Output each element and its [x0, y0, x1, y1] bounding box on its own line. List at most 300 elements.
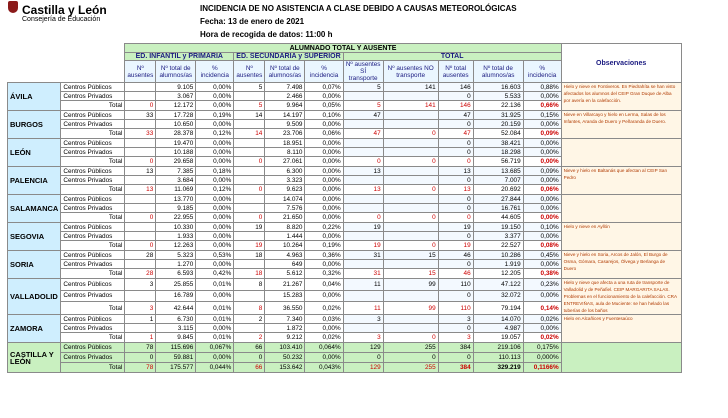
cell-no: 141 [383, 101, 438, 111]
cell-t-aus: 0 [438, 195, 473, 204]
cell-t-aus: 0 [438, 290, 473, 302]
cell-si: 19 [343, 241, 383, 251]
cell-i-aus: 1 [125, 333, 156, 343]
row-type-label: Centros Públicos [61, 111, 125, 120]
cell-s-tot: 7.340 [265, 315, 305, 324]
cell-t-tot: 12.205 [473, 269, 523, 279]
province-name: ZAMORA [8, 315, 61, 343]
cell-t-tot: 4.987 [473, 324, 523, 333]
cell-i-pct: 0,067% [196, 343, 234, 353]
cell-t-pct: 0,00% [523, 260, 561, 269]
row-type-label: Total [61, 213, 125, 223]
table-row [8, 343, 682, 353]
cell-i-tot: 7.385 [156, 167, 196, 176]
cell-i-pct: 0,00% [196, 223, 234, 232]
cell-s-aus: 0 [234, 213, 265, 223]
cell-s-aus: 18 [234, 269, 265, 279]
cell-t-pct: 0,00% [523, 290, 561, 302]
row-type-label: Centros Privados [61, 176, 125, 185]
cell-s-aus: 14 [234, 111, 265, 120]
col-secundaria-pct: % incidencia [305, 61, 343, 83]
row-type-label: Centros Públicos [61, 343, 125, 353]
cell-s-pct: 0,00% [305, 157, 343, 167]
table-row [8, 251, 682, 260]
cell-i-tot: 115.696 [156, 343, 196, 353]
cell-i-aus: 0 [125, 101, 156, 111]
cell-t-aus: 3 [438, 333, 473, 343]
cell-si [343, 176, 383, 185]
cell-si: 3 [343, 315, 383, 324]
row-type-label: Centros Públicos [61, 139, 125, 148]
cell-i-tot: 1.933 [156, 232, 196, 241]
row-type-label: Total [61, 363, 125, 373]
cell-no: 0 [383, 129, 438, 139]
cell-i-tot: 19.470 [156, 139, 196, 148]
cell-t-pct: 0,00% [523, 213, 561, 223]
cell-si [343, 260, 383, 269]
cell-s-aus: 8 [234, 302, 265, 315]
cell-i-tot: 17.728 [156, 111, 196, 120]
cell-t-aus: 13 [438, 185, 473, 195]
cell-t-pct: 0,66% [523, 101, 561, 111]
cell-i-pct: 0,00% [196, 213, 234, 223]
cell-t-pct: 0,00% [523, 324, 561, 333]
document-hour: Hora de recogida de datos: 11:00 h [200, 30, 333, 39]
incidence-table [7, 43, 682, 373]
cell-si [343, 204, 383, 213]
cell-si: 129 [343, 363, 383, 373]
cell-t-pct: 0,10% [523, 223, 561, 232]
cell-t-pct: 0,02% [523, 333, 561, 343]
cell-i-pct: 0,00% [196, 195, 234, 204]
cell-s-pct: 0,00% [305, 260, 343, 269]
cell-i-tot: 29.658 [156, 157, 196, 167]
cell-no [383, 111, 438, 120]
cell-si [343, 92, 383, 101]
cell-s-aus: 5 [234, 101, 265, 111]
row-type-label: Centros Privados [61, 204, 125, 213]
cell-i-tot: 10.650 [156, 120, 196, 129]
cell-si: 0 [343, 157, 383, 167]
cell-no [383, 204, 438, 213]
row-type-label: Centros Públicos [61, 223, 125, 232]
cell-s-pct: 0,00% [305, 92, 343, 101]
cell-i-pct: 0,42% [196, 269, 234, 279]
cell-i-pct: 0,00% [196, 204, 234, 213]
cell-t-tot: 110.113 [473, 353, 523, 363]
cell-no: 15 [383, 251, 438, 260]
cell-s-aus: 0 [234, 185, 265, 195]
report-header [0, 0, 728, 42]
row-type-label: Total [61, 241, 125, 251]
cell-i-aus: 33 [125, 111, 156, 120]
cell-s-aus [234, 290, 265, 302]
cell-t-pct: 0,00% [523, 148, 561, 157]
row-type-label: Centros Públicos [61, 315, 125, 324]
cell-i-aus: 0 [125, 241, 156, 251]
cell-s-aus: 0 [234, 157, 265, 167]
cell-t-tot: 22.136 [473, 101, 523, 111]
cell-no [383, 260, 438, 269]
cell-s-aus: 2 [234, 333, 265, 343]
row-type-label: Centros Públicos [61, 83, 125, 92]
cell-si [343, 139, 383, 148]
cell-t-tot: 20.692 [473, 185, 523, 195]
cell-t-tot: 14.070 [473, 315, 523, 324]
cell-si: 11 [343, 302, 383, 315]
cell-t-tot: 19.150 [473, 223, 523, 232]
cell-t-aus: 0 [438, 148, 473, 157]
cell-t-tot: 20.159 [473, 120, 523, 129]
cell-t-pct: 0,000% [523, 353, 561, 363]
cell-t-aus: 110 [438, 279, 473, 291]
cell-no [383, 195, 438, 204]
cell-no: 0 [383, 241, 438, 251]
cell-s-tot: 153.642 [265, 363, 305, 373]
cell-s-tot: 1.444 [265, 232, 305, 241]
cell-i-pct: 0,01% [196, 315, 234, 324]
junta-logo [8, 0, 118, 22]
cell-s-aus [234, 167, 265, 176]
cell-no: 141 [383, 83, 438, 92]
cell-i-pct: 0,044% [196, 363, 234, 373]
cell-si: 5 [343, 83, 383, 92]
cell-i-pct: 0,01% [196, 302, 234, 315]
cell-i-pct: 0,00% [196, 232, 234, 241]
brand-department: Consejería de Educación [22, 16, 101, 23]
cell-s-pct: 0,07% [305, 83, 343, 92]
cell-s-aus: 18 [234, 251, 265, 260]
document-date: Fecha: 13 de enero de 2021 [200, 17, 305, 26]
cell-t-aus: 0 [438, 139, 473, 148]
cell-t-pct: 0,00% [523, 139, 561, 148]
cell-i-pct: 0,00% [196, 176, 234, 185]
cell-i-aus: 13 [125, 167, 156, 176]
cell-no [383, 223, 438, 232]
cell-s-pct: 0,00% [305, 195, 343, 204]
cell-t-aus: 47 [438, 111, 473, 120]
top-header: ALUMNADO TOTAL Y AUSENTE [125, 44, 561, 53]
col-infantil-ausentes: Nº ausentes [125, 61, 156, 83]
cell-t-aus: 0 [438, 157, 473, 167]
cell-si [343, 232, 383, 241]
cell-t-aus: 110 [438, 302, 473, 315]
table-row [8, 315, 682, 324]
col-no-transporte: Nº ausentes NO transporte [383, 61, 438, 83]
cell-i-tot: 6.593 [156, 269, 196, 279]
cell-t-pct: 0,00% [523, 176, 561, 185]
cell-t-pct: 0,88% [523, 83, 561, 92]
cell-i-tot: 10.330 [156, 223, 196, 232]
cell-si: 5 [343, 101, 383, 111]
cell-s-aus [234, 204, 265, 213]
cell-no: 0 [383, 353, 438, 363]
cell-s-tot: 9.964 [265, 101, 305, 111]
cell-s-pct: 0,00% [305, 324, 343, 333]
cell-t-tot: 47.122 [473, 279, 523, 291]
cell-s-tot: 18.951 [265, 139, 305, 148]
cell-s-tot: 14.197 [265, 111, 305, 120]
cell-i-tot: 59.881 [156, 353, 196, 363]
cell-no [383, 167, 438, 176]
cell-s-aus [234, 120, 265, 129]
cell-i-aus: 3 [125, 302, 156, 315]
cell-i-tot: 25.855 [156, 279, 196, 291]
cell-s-tot: 3.323 [265, 176, 305, 185]
cell-t-aus: 0 [438, 120, 473, 129]
cell-i-aus: 28 [125, 251, 156, 260]
cell-i-pct: 0,00% [196, 139, 234, 148]
observation-note [561, 139, 681, 167]
cell-s-pct: 0,19% [305, 241, 343, 251]
cell-s-tot: 9.212 [265, 333, 305, 343]
cell-i-pct: 0,00% [196, 92, 234, 101]
cell-s-aus: 14 [234, 129, 265, 139]
cell-si [343, 290, 383, 302]
row-type-label: Centros Públicos [61, 279, 125, 291]
cell-t-aus: 384 [438, 343, 473, 353]
table-row [8, 223, 682, 232]
row-type-label: Centros Privados [61, 92, 125, 101]
cell-s-tot: 21.267 [265, 279, 305, 291]
cell-t-aus: 0 [438, 353, 473, 363]
cell-no [383, 139, 438, 148]
row-type-label: Centros Privados [61, 260, 125, 269]
cell-s-pct: 0,064% [305, 343, 343, 353]
cell-i-aus [125, 195, 156, 204]
cell-t-pct: 0,175% [523, 343, 561, 353]
cell-t-tot: 56.719 [473, 157, 523, 167]
observation-note: Nieve y hielo en Soria, Arcos de Jalón, El Burgo de Osma, Gómara, Casarejos, Ólvega y Berlanga de Duero [561, 251, 681, 279]
total-group-header: TOTAL [343, 53, 561, 61]
observation-note: Nieve en Villarcayo y hielo en Lerma, Salas de los Infantes, Aranda de Duero y Peñaranda de Duero. [561, 111, 681, 139]
col-si-transporte: Nº ausentes SÍ transporte [343, 61, 383, 83]
secundaria-group-header: ED. SECUNDARIA y SUPERIOR [234, 53, 343, 61]
table-row [8, 111, 682, 120]
row-type-label: Centros Públicos [61, 167, 125, 176]
cell-s-pct: 0,06% [305, 129, 343, 139]
col-infantil-pct: % incidencia [196, 61, 234, 83]
cell-s-aus [234, 148, 265, 157]
cell-no: 0 [383, 185, 438, 195]
row-type-label: Centros Privados [61, 290, 125, 302]
cell-s-pct: 0,04% [305, 279, 343, 291]
cell-i-tot: 12.172 [156, 101, 196, 111]
province-name: VALLADOLID [8, 279, 61, 315]
province-name: SORIA [8, 251, 61, 279]
cell-t-aus: 0 [438, 92, 473, 101]
cell-i-tot: 6.730 [156, 315, 196, 324]
col-total-ausentes: Nº total ausentes [438, 61, 473, 83]
cell-i-tot: 9.185 [156, 204, 196, 213]
cell-s-pct: 0,22% [305, 223, 343, 232]
cell-i-aus [125, 120, 156, 129]
cell-i-aus: 33 [125, 129, 156, 139]
cell-si: 3 [343, 333, 383, 343]
cell-s-aus [234, 139, 265, 148]
cell-si: 31 [343, 251, 383, 260]
cell-i-pct: 0,00% [196, 101, 234, 111]
cell-s-tot: 6.300 [265, 167, 305, 176]
cell-i-pct: 0,18% [196, 167, 234, 176]
cell-s-aus [234, 324, 265, 333]
cell-si [343, 120, 383, 129]
cell-t-aus: 0 [438, 204, 473, 213]
cell-s-aus [234, 260, 265, 269]
cell-s-pct: 0,03% [305, 315, 343, 324]
cell-no [383, 148, 438, 157]
cell-t-aus: 46 [438, 251, 473, 260]
cell-i-tot: 175.577 [156, 363, 196, 373]
cell-s-aus: 0 [234, 353, 265, 363]
cell-si: 31 [343, 269, 383, 279]
cell-s-aus [234, 232, 265, 241]
cell-s-tot: 10.264 [265, 241, 305, 251]
province-name: SALAMANCA [8, 195, 61, 223]
infantil-group-header: ED. INFANTIL y PRIMARIA [125, 53, 234, 61]
cell-t-aus: 0 [438, 260, 473, 269]
cell-s-tot: 14.074 [265, 195, 305, 204]
cell-s-aus: 66 [234, 363, 265, 373]
cell-i-pct: 0,12% [196, 185, 234, 195]
cell-s-aus: 19 [234, 223, 265, 232]
cell-i-tot: 28.378 [156, 129, 196, 139]
cell-s-pct: 0,00% [305, 353, 343, 363]
col-total-alumnos: Nº total de alumnos/as [473, 61, 523, 83]
cell-i-tot: 22.955 [156, 213, 196, 223]
cell-t-aus: 47 [438, 129, 473, 139]
observation-note: Nieve y hielo en Baltanás que afectan al CEIP San Pedro [561, 167, 681, 195]
observation-note [561, 343, 681, 373]
observation-note: Hielo en Alcañices y Fuentesaúco [561, 315, 681, 343]
cell-t-tot: 329.219 [473, 363, 523, 373]
province-name: LEÓN [8, 139, 61, 167]
cell-t-pct: 0,08% [523, 241, 561, 251]
cell-s-pct: 0,00% [305, 167, 343, 176]
cell-s-aus: 66 [234, 343, 265, 353]
row-type-label: Centros Privados [61, 353, 125, 363]
cell-s-aus: 19 [234, 241, 265, 251]
cell-s-pct: 0,00% [305, 213, 343, 223]
cell-i-tot: 12.263 [156, 241, 196, 251]
cell-t-pct: 0,15% [523, 111, 561, 120]
cell-t-aus: 19 [438, 223, 473, 232]
table-row [8, 139, 682, 148]
cell-s-tot: 27.061 [265, 157, 305, 167]
province-name: PALENCIA [8, 167, 61, 195]
row-type-label: Total [61, 101, 125, 111]
cell-i-tot: 11.069 [156, 185, 196, 195]
cell-no [383, 315, 438, 324]
cell-t-tot: 1.919 [473, 260, 523, 269]
cell-i-aus [125, 223, 156, 232]
cell-t-tot: 13.685 [473, 167, 523, 176]
cell-i-aus [125, 260, 156, 269]
cell-s-pct: 0,02% [305, 333, 343, 343]
cell-t-aus: 0 [438, 176, 473, 185]
cell-i-aus [125, 83, 156, 92]
cell-i-aus [125, 139, 156, 148]
cell-no: 0 [383, 213, 438, 223]
cell-si [343, 324, 383, 333]
row-type-label: Centros Públicos [61, 195, 125, 204]
cell-i-pct: 0,00% [196, 148, 234, 157]
observation-note: Hielo y nieve que afecta a una ruta de transporte de Valladolid y de Peñafiel. CEIP MARGARITA SALAS. Problemas en el funcionamiento de la calefacción. CRA ENTREVIÑAS, aula de Muciente: se han helado las tuberías de los baños [561, 279, 681, 315]
cell-i-tot: 42.644 [156, 302, 196, 315]
cell-i-aus: 0 [125, 353, 156, 363]
cell-i-aus [125, 290, 156, 302]
cell-t-pct: 0,09% [523, 167, 561, 176]
cell-i-aus [125, 204, 156, 213]
cell-s-pct: 0,00% [305, 290, 343, 302]
cell-i-aus: 13 [125, 185, 156, 195]
cell-i-tot: 13.770 [156, 195, 196, 204]
cell-i-pct: 0,00% [196, 241, 234, 251]
observation-note: Hielo y nieve en Ayllón [561, 223, 681, 251]
cell-no: 0 [383, 157, 438, 167]
cell-i-tot: 3.684 [156, 176, 196, 185]
cell-t-tot: 18.298 [473, 148, 523, 157]
cell-s-aus: 8 [234, 279, 265, 291]
cell-i-pct: 0,01% [196, 333, 234, 343]
cell-s-pct: 0,10% [305, 111, 343, 120]
cell-i-tot: 3.115 [156, 324, 196, 333]
cell-t-tot: 19.057 [473, 333, 523, 343]
cell-i-pct: 0,12% [196, 129, 234, 139]
cell-t-aus: 384 [438, 363, 473, 373]
cell-i-pct: 0,00% [196, 324, 234, 333]
cell-i-pct: 0,00% [196, 83, 234, 92]
cell-s-tot: 4.963 [265, 251, 305, 260]
row-type-label: Total [61, 302, 125, 315]
cell-s-tot: 2.466 [265, 92, 305, 101]
cell-s-tot: 7.576 [265, 204, 305, 213]
cell-si: 11 [343, 279, 383, 291]
row-type-label: Total [61, 185, 125, 195]
cell-i-pct: 0,53% [196, 251, 234, 260]
cell-t-aus: 19 [438, 241, 473, 251]
cell-i-aus [125, 324, 156, 333]
cell-t-pct: 0,00% [523, 204, 561, 213]
cell-i-pct: 0,00% [196, 120, 234, 129]
cell-i-aus: 1 [125, 315, 156, 324]
cell-no: 15 [383, 269, 438, 279]
cell-t-aus: 0 [438, 324, 473, 333]
row-type-label: Total [61, 157, 125, 167]
cell-s-tot: 21.650 [265, 213, 305, 223]
cell-t-tot: 31.925 [473, 111, 523, 120]
observaciones-header: Observaciones [561, 44, 681, 83]
cell-t-pct: 0,00% [523, 92, 561, 101]
cell-no [383, 290, 438, 302]
province-name: CASTILLA Y LEÓN [8, 343, 61, 373]
cell-t-aus: 13 [438, 167, 473, 176]
cell-i-aus: 78 [125, 363, 156, 373]
cell-t-aus: 146 [438, 101, 473, 111]
cell-s-pct: 0,00% [305, 232, 343, 241]
cell-t-pct: 0,38% [523, 269, 561, 279]
cell-no: 255 [383, 343, 438, 353]
cell-si [343, 195, 383, 204]
cell-t-pct: 0,00% [523, 232, 561, 241]
cell-s-tot: 8.110 [265, 148, 305, 157]
cell-t-pct: 0,00% [523, 120, 561, 129]
cell-i-aus [125, 92, 156, 101]
cell-s-tot: 50.232 [265, 353, 305, 363]
cell-s-tot: 1.872 [265, 324, 305, 333]
cell-i-aus: 3 [125, 279, 156, 291]
table-row [8, 279, 682, 291]
